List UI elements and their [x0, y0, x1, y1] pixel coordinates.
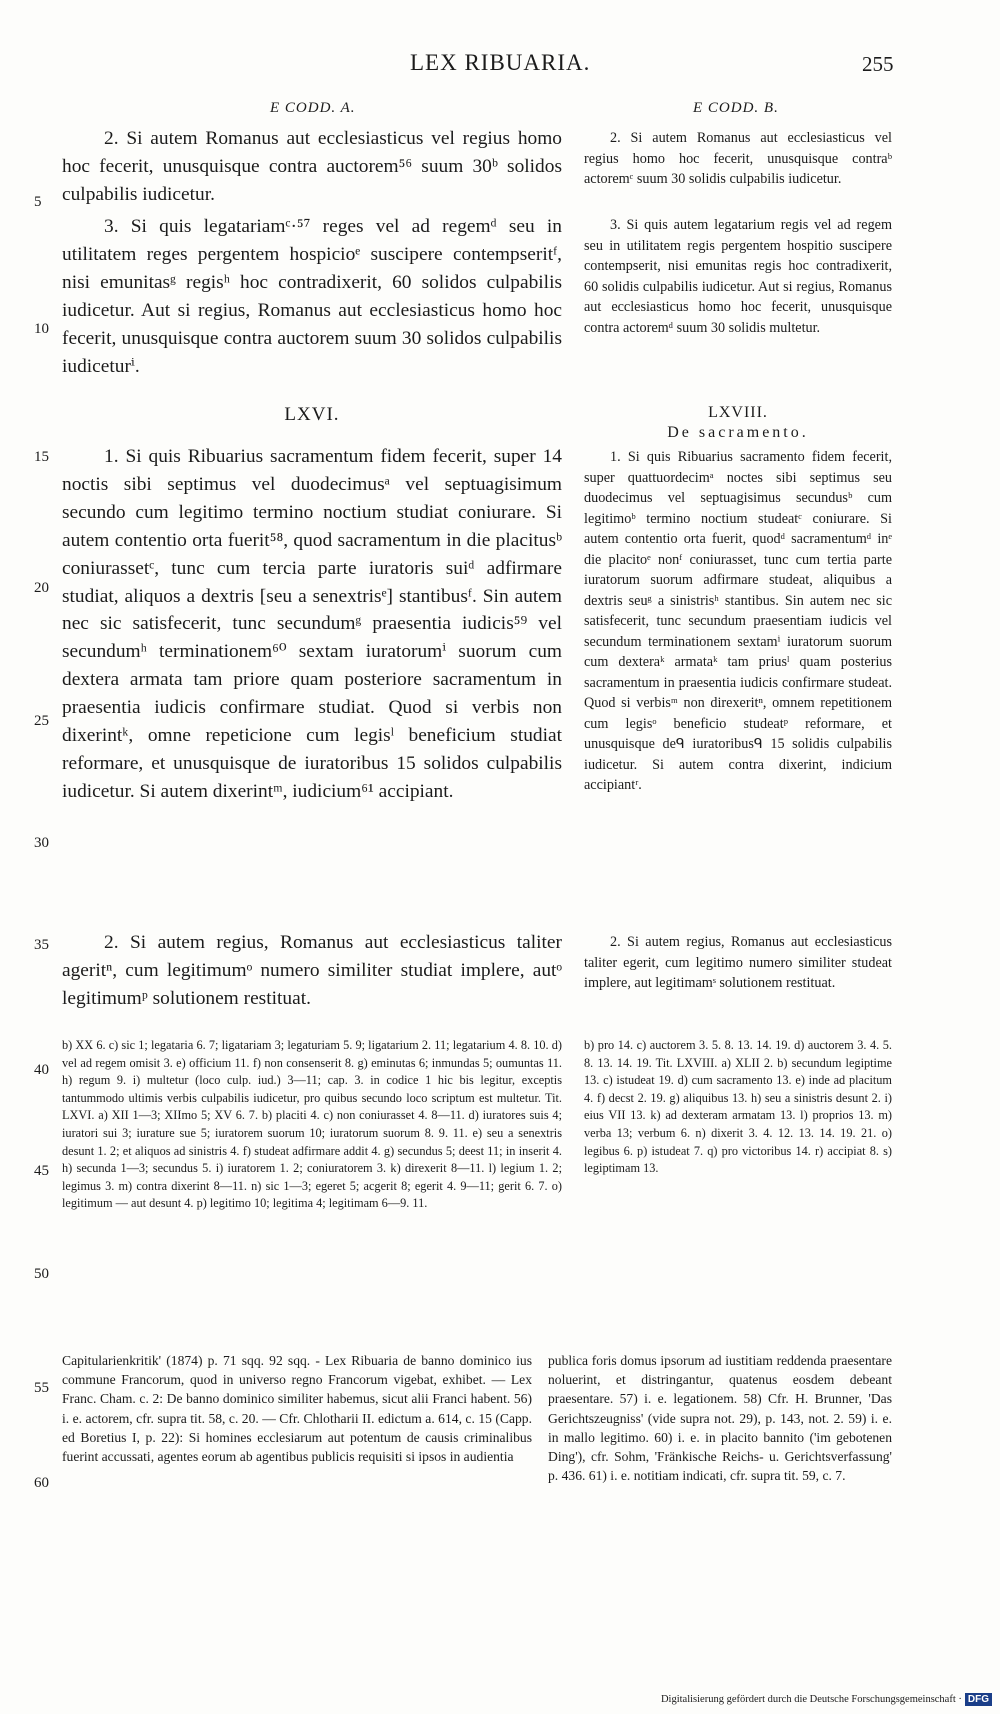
line-number: 35 [34, 937, 49, 953]
line-number: 25 [34, 713, 49, 729]
page-number: 255 [862, 52, 894, 76]
line-number: 55 [34, 1380, 49, 1396]
col-b-title-lxviii-paragraph-2: 2. Si autem regius, Romanus aut ecclesiasticus taliter egerit, cum legitimo numero similiter studeat implere, aut legitimamˢ solutionem restituat. [584, 934, 892, 991]
column-a-heading: E CODD. A. [270, 100, 356, 116]
line-number: 50 [34, 1266, 49, 1282]
col-b-title-lxviii-paragraph-1: 1. Si quis Ribuarius sacramento fidem fecerit, super quattuordecimᵃ noctes sibi septimus seu duodecimus vel septuagisimus secundusᵇ cum legitimoᵇ termino noctium studeatᶜ coniurare. Si autem contentio orta fuerit, quodᵈ sacramentumᵈ inᵉ die placitoᵉ nonᶠ coniurasset, tunc cum tertia parte iuratorum suorum adfirmare studeat, aliquibus a dextris seuᵍ a sinistrisʰ stantibus. Sin autem nec sic satisfecerit, tunc secundum praesentiam iudicis vel secundum terminationem sextamⁱ iuratorum suorum cum dexteraᵏ armataᵏ tam priusˡ quam posterius sacramentum in praesentia iudicis confirmare studeat. Quod si verbisᵐ non direxeritⁿ, omnem repetitionem cum legisᵒ beneficio studeatᵖ reformare, et unusquisque deᑫ iuratoribusᑫ 15 solidis culpabilis iudicetur. Si autem contra dixerint, indicium accipiantʳ. [584, 449, 892, 793]
col-b-paragraph-3: 3. Si quis autem legatarium regis vel ad regem seu in utilitatem regis pergentem hospitio suscipere contempserit, nisi emunitas regis hoc contradixerit, 60 solidis culpabilis iudicetur. Aut si regius, Romanus aut ecclesiasticus homo hoc fecerit, unusquisque contra actoremᵈ suum 30 solidis multetur. [584, 217, 892, 336]
col-b-title-lxviii: LXVIII. [708, 404, 768, 421]
notes-left: Capitularienkritik' (1874) p. 71 sqq. 92 sqq. - Lex Ribuaria de banno dominico ius commune Francorum, quod in universo regno Francorum vigebat, exhibet. — Lex Franc. Cham. c. 2: De banno dominico similiter habemus, sicut alii Franci habent. 56) i. e. actorem, cfr. supra tit. 58, c. 20. — Cfr. Chlotharii II. edictum a. 614, c. 15 (Capp. ed Boretius I, p. 22): Si homines ecclesiarum aut potentum de causis criminalibus fuerint accussati, agentes eorum ab agentibus publicis requisiti si ipsos in audientia [62, 1353, 532, 1465]
digitization-credit [661, 1693, 992, 1706]
credit-text: Digitalisierung gefördert durch die Deutsche Forschungsgemeinschaft · [660, 1693, 962, 1705]
running-title: LEX RIBUARIA. [410, 50, 591, 75]
column-b-heading: E CODD. B. [693, 100, 779, 116]
line-number: 45 [34, 1163, 49, 1179]
line-number: 40 [34, 1062, 49, 1078]
col-a-paragraph-3: 3. Si quis legatariamᶜ·⁵⁷ reges vel ad regemᵈ seu in utilitatem reges pergentem hospicioᵉ suscipere contempseritᶠ, nisi emunitasᵍ regisʰ hoc contradixerit, 60 solidos culpabilis iudicetur. Aut si regius, Romanus aut ecclesiasticus homo hoc fecerit, unusquisque contra auctorem suum 30 solidos culpabilis iudiceturⁱ. [62, 216, 562, 377]
dfg-logo-icon: DFG [965, 1693, 992, 1706]
line-number: 15 [34, 449, 49, 465]
line-number: 5 [34, 194, 42, 210]
line-number: 20 [34, 580, 49, 596]
apparatus-col-a: b) XX 6. c) sic 1; legataria 6. 7; ligatariam 3; legaturiam 5. 9; ligatarium 2. 11; legatarium 4. 8. 10. d) vel ad regem omisit 3. e) officium 11. f) non consenserit 8. g) eminutas 6; inmundas 5; oumuntas 11. h) regum 9. i) multetur (loco culp. iud.) 3—11; cap. 3. in codice 1 hic bis legitur, exceptis tantummodo ultimis verbis culpabilis iudicetur, pro quibus secundo loco scriptum est multetur. Tit. LXVI. a) XII 1—3; XIImo 5; XV 6. 7. b) placiti 4. c) non coniurasset 4. 8—11. d) iuratores suis 4; iuratori sui 3; iurature sue 5; iuratorem suorum 10; iuratorum suorum 8. 9. 11. e) seu a senextris desunt 1. 2; et aliquos ad sinistris 4. f) studeat adfirmare addit 4. g) secundus 5; deest 11; in inserit 4. h) secunda 1—3; secundus 5. i) iuratorem 1. 2; coniuratorem 3. k) direxerit 8—11. l) legium 1. 2; legimus 3. m) contra dixerint 8—11. n) sic 1—3; egeret 5; acgerit 8; egerit 4. 9—11; gerit 6. 7. o) legitimum — aut desunt 4. p) legitimo 10; legitima 4; legitimam 6—9. 11. [62, 1038, 562, 1211]
col-b-rubric: De sacramento. [667, 424, 809, 441]
line-number: 60 [34, 1475, 49, 1491]
col-b-paragraph-2: 2. Si autem Romanus aut ecclesiasticus vel regius homo hoc fecerit, unusquisque contraᵇ actoremᶜ suum 30 solidis culpabilis iudicetur. [584, 130, 892, 187]
apparatus-col-b: b) pro 14. c) auctorem 3. 5. 8. 13. 14. 19. d) auctorem 3. 4. 5. 8. 13. 14. 19. Tit. LXVIII. a) XLII 2. b) secundum legiptime 13. c) istudeat 19. d) cum sacramento 13. e) inde ad placitum 4. f) decst 2. 19. g) aliquibus 13. h) seu a sinistris desunt 2. i) eius VII 13. k) ad dexteram armatam 13. l) proprios 13. m) verba 13; verbum 6. n) dixerit 3. 4. 12. 13. 14. 19. 21. o) legibus 6. p) istudeat 7. q) pro victoribus 14. r) accipiat 8. s) legiptimam 13. [584, 1038, 892, 1176]
notes-right: publica foris domus ipsorum ad iustitiam reddenda praesentare noluerint, et distringantur, quatenus eosdem debeant praesentare. 57) i. e. legationem. 58) Cfr. H. Brunner, 'Das Gerichtszeugniss' (vide supra not. 29), p. 143, not. 2. 59) i. e. in mallo legitimo. 60) i. e. in placito bannito ('im gebotenen Ding'), cfr. Sohm, 'Fränkische Reichs- u. Gerichtsverfassung' p. 436. 61) i. e. notitiam indicati, cfr. supra tit. 59, c. 7. [548, 1353, 892, 1484]
col-a-title-lxvi: LXVI. [284, 404, 340, 425]
line-number: 10 [34, 321, 49, 337]
col-a-title-lxvi-paragraph-2: 2. Si autem regius, Romanus aut ecclesiasticus taliter ageritⁿ, cum legitimumᵒ numero similiter studiat implere, autᵒ legitimumᵖ solutionem restituat. [62, 932, 562, 1009]
line-number: 30 [34, 835, 49, 851]
col-a-paragraph-2: 2. Si autem Romanus aut ecclesiasticus vel regius homo hoc fecerit, unusquisque contra auctorem⁵⁶ suum 30ᵇ solidos culpabilis iudicetur. [62, 128, 562, 205]
col-a-title-lxvi-paragraph-1: 1. Si quis Ribuarius sacramentum fidem fecerit, super 14 noctis sibi septimus vel duodecimusᵃ vel septuagisimum secundo cum legitimo termino noctium studiat coniurare. Si autem contentio orta fuerit⁵⁸, quod sacramentum in die placitusᵇ coniurassetᶜ, tunc cum tercia parte iuratoris suiᵈ adfirmare studiat, aliquos a dextris [seu a senextrisᵉ] stantibusᶠ. Sin autem nec sic satisfecerit, tunc secundumᵍ praesentia iudicis⁵⁹ vel secundumʰ terminationem⁶⁰ sextam iuratorumⁱ suorum cum dextera armata tam priore quam posteriore sacramentum in praesentia iudicis confirmare studiat. Quod si verbis non dixerintᵏ, omne repeticione cum legisˡ beneficium studiat reformare, et unusquisque de iuratoribus 15 solidos culpabilis iudicetur. Si autem dixerintᵐ, iudicium⁶¹ accipiant. [62, 446, 562, 802]
